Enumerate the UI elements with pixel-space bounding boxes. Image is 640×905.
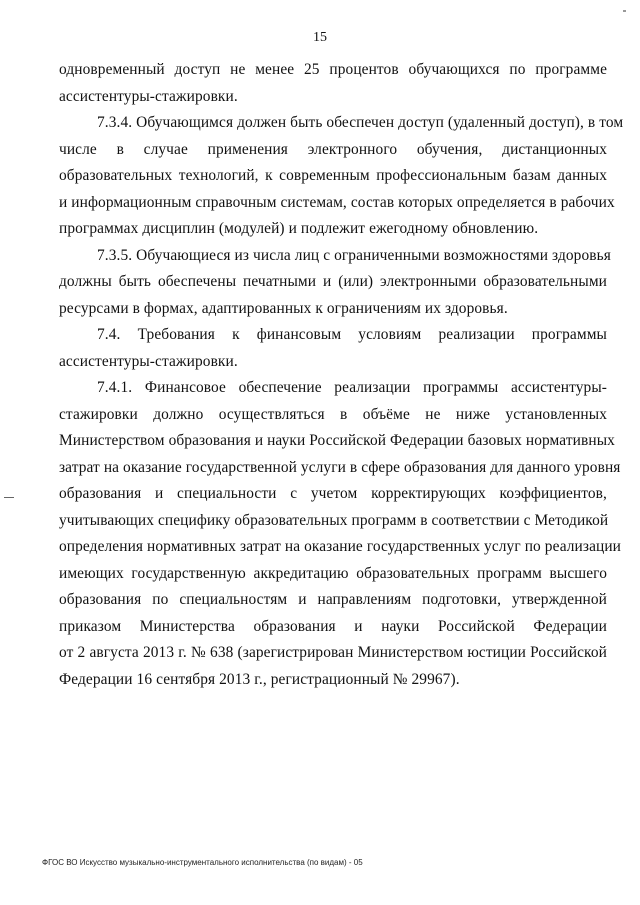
text-line: ресурсами в формах, адаптированных к ограничениям их здоровья.	[59, 299, 508, 317]
scan-speck	[623, 10, 626, 12]
text-line: приказом Министерства образования и науки Российской Федерации	[59, 617, 607, 635]
document-body	[59, 57, 624, 693]
text-line: образовательных технологий, к современным профессиональным базам данных	[59, 167, 607, 184]
text-line: учитывающих специфику образовательных программ в соответствии с Методикой	[59, 511, 609, 529]
text-line: имеющих государственную аккредитацию образовательных программ высшего	[59, 564, 607, 582]
text-line: 7.4.1. Финансовое обеспечение реализации программы ассистентуры-	[97, 379, 607, 396]
text-line: затрат на оказание государственной услуги в сфере образования для данного уровня	[59, 458, 621, 476]
text-line: 7.3.5. Обучающиеся из числа лиц с ограниченными возможностями здоровья	[97, 246, 611, 264]
text-line: одновременный доступ не менее 25 процентов обучающихся по программе	[59, 61, 607, 78]
text-line: и информационным справочным системам, состав которых определяется в рабочих	[59, 193, 615, 211]
text-line: 7.3.4. Обучающимся должен быть обеспечен доступ (удаленный доступ), в том	[97, 114, 624, 131]
text-line: Министерством образования и науки Российской Федерации базовых нормативных	[59, 432, 615, 449]
paragraph-7-3-4	[59, 110, 624, 243]
text-line: ассистентуры-стажировки.	[59, 87, 238, 105]
paragraph-7-4-1	[59, 375, 622, 693]
text-line: определения нормативных затрат на оказание государственных услуг по реализации	[59, 538, 622, 555]
text-line: стажировки должно осуществляться в объёме не ниже установленных	[59, 405, 607, 423]
text-line: Федерации 16 сентября 2013 г., регистрационный № 29967).	[59, 670, 460, 688]
text-line: должны быть обеспечены печатными и (или) электронными образовательными	[59, 273, 607, 290]
margin-tick-mark	[4, 497, 14, 498]
text-line: от 2 августа 2013 г. № 638 (зарегистрирован Министерством юстиции Российской	[59, 644, 607, 661]
paragraph-7-4	[59, 322, 607, 375]
text-line: 7.4. Требования к финансовым условиям реализации программы	[97, 326, 607, 343]
text-line: образования по специальностям и направлениям подготовки, утвержденной	[59, 591, 607, 608]
text-line: числе в случае применения электронного обучения, дистанционных	[59, 140, 607, 158]
text-line: ассистентуры-стажировки.	[59, 352, 238, 370]
paragraph-7-3-5	[59, 243, 611, 323]
page-footer: ФГОС ВО Искусство музыкально-инструментального исполнительства (по видам) - 05	[42, 858, 363, 867]
page-number: 15	[313, 30, 327, 45]
paragraph-continuation	[59, 57, 607, 110]
text-line: программах дисциплин (модулей) и подлежит ежегодному обновлению.	[59, 220, 539, 237]
text-line: образования и специальности с учетом корректирующих коэффициентов,	[59, 485, 607, 502]
